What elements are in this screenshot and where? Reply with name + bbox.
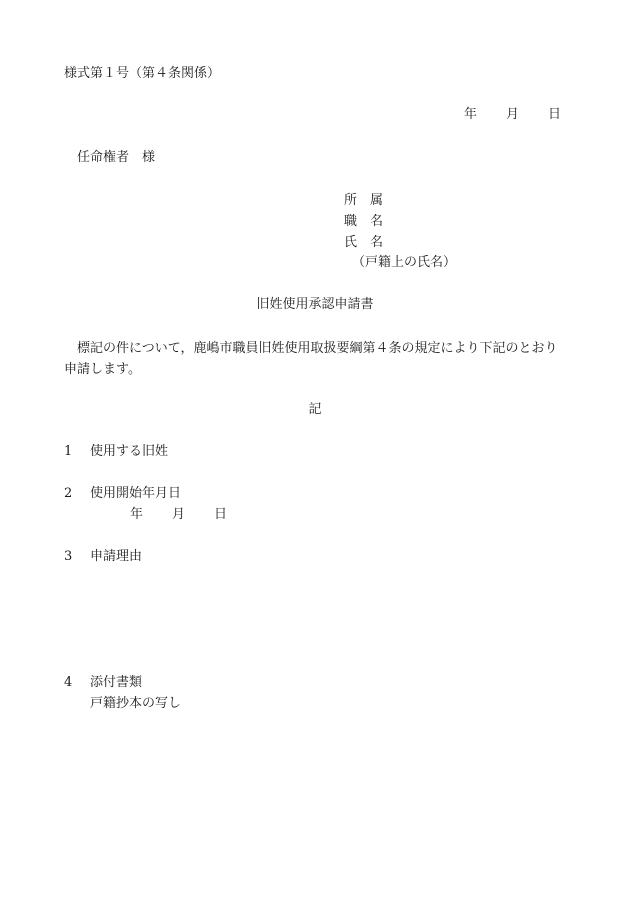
date-month: 月 [506,107,520,122]
item-4-number: 4 [64,675,73,690]
item-3-number: 3 [64,549,73,564]
item-4-detail: 戸籍抄本の写し [90,696,182,711]
addressee: 任命権者 様 [77,150,156,165]
applicant-info [344,190,404,253]
position-label: 職 名 [344,214,384,229]
item-2 [64,485,181,503]
item-3 [64,548,142,566]
item-2-label: 使用開始年月日 [90,486,182,501]
item-2-month: 月 [172,507,186,522]
item-1-number: 1 [64,444,73,459]
item-2-number: 2 [64,486,73,501]
item-1-label: 使用する旧姓 [90,444,169,459]
date-day: 日 [548,107,562,122]
affiliation-label: 所 属 [344,193,384,208]
item-4-label: 添付書類 [90,675,143,690]
position-row [344,211,404,232]
ki-heading: 記 [308,402,322,417]
form-number: 様式第１号（第４条関係） [64,66,221,81]
item-2-day: 日 [214,507,228,522]
item-2-year: 年 [130,507,144,522]
date-year: 年 [464,107,478,122]
name-row [344,232,404,253]
item-4 [64,674,142,692]
affiliation-row [344,190,404,211]
item-1 [64,443,168,461]
body-text: 標記の件について，鹿嶋市職員旧姓使用取扱要綱第４条の規定により下記のとおり申請します。 [64,341,558,377]
name-note: （戸籍上の氏名） [352,255,457,270]
name-label: 氏 名 [344,235,384,250]
item-3-label: 申請理由 [90,549,143,564]
date-line [464,106,561,124]
item-2-date [130,506,227,524]
document-title: 旧姓使用承認申請書 [256,297,374,312]
